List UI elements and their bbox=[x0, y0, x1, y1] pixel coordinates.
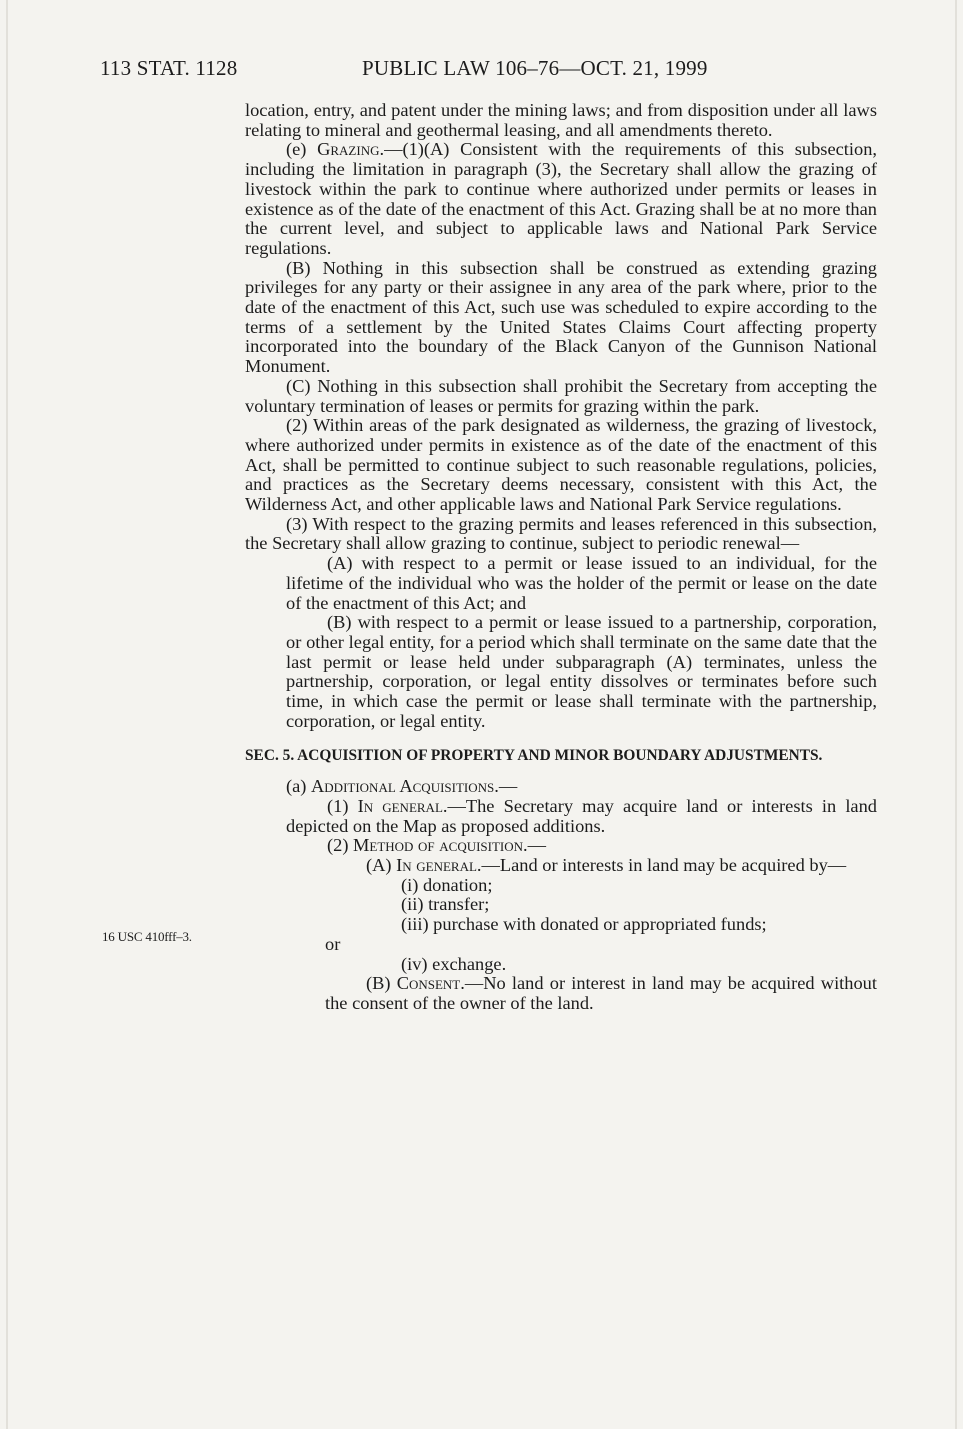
clause-iv: (iv) exchange. bbox=[401, 953, 507, 974]
paragraph-a1-label: (1) bbox=[327, 795, 358, 816]
subsection-e-text: .—(1)(A) Consistent with the requirements of this subsection, including the limitation in paragraph (3), the Secretary shall allow the grazing of livestock within the park to continue where authorized under permits or leases in existence as of the date of the enactment of this Act. Grazing shall be at no more than the current level, and subject to applicable laws and National Park Service regulations. bbox=[245, 139, 877, 258]
subparagraph-a2A-text: .—Land or interests in land may be acquired by— bbox=[476, 855, 847, 876]
subparagraph-a2B-label: (B) bbox=[366, 973, 397, 994]
document-body bbox=[245, 101, 877, 1014]
section-5-heading: SEC. 5. ACQUISITION OF PROPERTY AND MINOR BOUNDARY ADJUSTMENTS. bbox=[245, 746, 823, 764]
stat-citation: 113 STAT. 1128 bbox=[100, 56, 238, 80]
subsection-a bbox=[245, 777, 877, 797]
subparagraph-a2B-text: .—No land or interest in land may be acquired without the consent of the owner of the land. bbox=[325, 973, 877, 1013]
paragraph-3: (3) With respect to the grazing permits and leases referenced in this subsection, the Secretary shall allow grazing to continue, subject to periodic renewal— bbox=[245, 513, 877, 554]
paragraph-a1 bbox=[245, 797, 877, 836]
subparagraph-3A: (A) with respect to a permit or lease issued to an individual, for the lifetime of the individual who was the holder of the permit or lease on the date of the enactment of this Act; and bbox=[286, 553, 877, 613]
paragraph-a1-text: .—The Secretary may acquire land or interests in land depicted on the Map as proposed additions. bbox=[286, 795, 877, 836]
paragraph-mining-laws: location, entry, and patent under the mining laws; and from disposition under all laws relating to mineral and geothermal leasing, and all amendments thereto. bbox=[245, 100, 877, 140]
public-law-title: PUBLIC LAW 106–76—OCT. 21, 1999 bbox=[362, 56, 708, 80]
paragraph-a2 bbox=[245, 836, 877, 856]
subparagraph-a2B bbox=[245, 974, 877, 1013]
subparagraph-a2A-heading: In general bbox=[396, 855, 477, 876]
paragraph-a1-heading: In general bbox=[357, 795, 443, 816]
or-conjunction: or bbox=[325, 933, 341, 954]
subsection-e-heading: Grazing bbox=[317, 139, 380, 160]
paragraph-a2-heading: Method of acquisition bbox=[353, 835, 524, 856]
subparagraph-3B: (B) with respect to a permit or lease issued to a partnership, corporation, or other legal entity, for a period which shall terminate on the same date that the last permit or lease held under subparagraph (A) terminates, unless the partnership, corporation, or legal entity dissolves or terminates before such time, in which case the permit or lease shall terminate with the partnership, corporation, or legal entity. bbox=[286, 612, 877, 731]
subparagraph-a2B-heading: Consent bbox=[396, 973, 461, 994]
paragraph-1C: (C) Nothing in this subsection shall prohibit the Secretary from accepting the voluntary termination of leases or permits for grazing within the park. bbox=[245, 375, 877, 416]
paragraph-a2-label: (2) bbox=[327, 835, 354, 856]
page-edge-left bbox=[6, 0, 8, 1429]
subparagraph-a2A-label: (A) bbox=[366, 855, 397, 876]
paragraph-a2-dash: .— bbox=[523, 835, 547, 856]
subsection-a-dash: .— bbox=[494, 776, 518, 797]
paragraph-2: (2) Within areas of the park designated as wilderness, the grazing of livestock, where authorized under permits in existence as of the date of the enactment of this Act, shall be permitted to continue subject to such reasonable regulations, policies, and practices as the Secretary deems necessary, consistent with this Act, the Wilderness Act, and other applicable laws and National Park Service regulations. bbox=[245, 415, 877, 515]
subsection-e-grazing bbox=[245, 140, 877, 258]
subsection-e-label: (e) bbox=[286, 139, 318, 160]
clause-i: (i) donation; bbox=[401, 874, 493, 895]
paragraph-1B: (B) Nothing in this subsection shall be construed as extending grazing privileges for any party or their assignee in any area of the park where, prior to the date of the enactment of this Act, such use was scheduled to expire according to the terms of a settlement by the United States Claims Court affecting property incorporated into the boundary of the Black Canyon of the Gunnison National Monument. bbox=[245, 257, 877, 377]
subparagraph-a2A bbox=[245, 856, 877, 876]
clause-ii: (ii) transfer; bbox=[401, 894, 490, 915]
usc-margin-note: 16 USC 410fff–3. bbox=[102, 929, 192, 944]
subsection-a-label: (a) bbox=[286, 776, 312, 797]
page-edge-right bbox=[955, 0, 957, 1429]
subsection-a-heading: Additional Acquisitions bbox=[311, 776, 495, 797]
clause-iii: (iii) purchase with donated or appropriated funds; bbox=[401, 914, 767, 935]
